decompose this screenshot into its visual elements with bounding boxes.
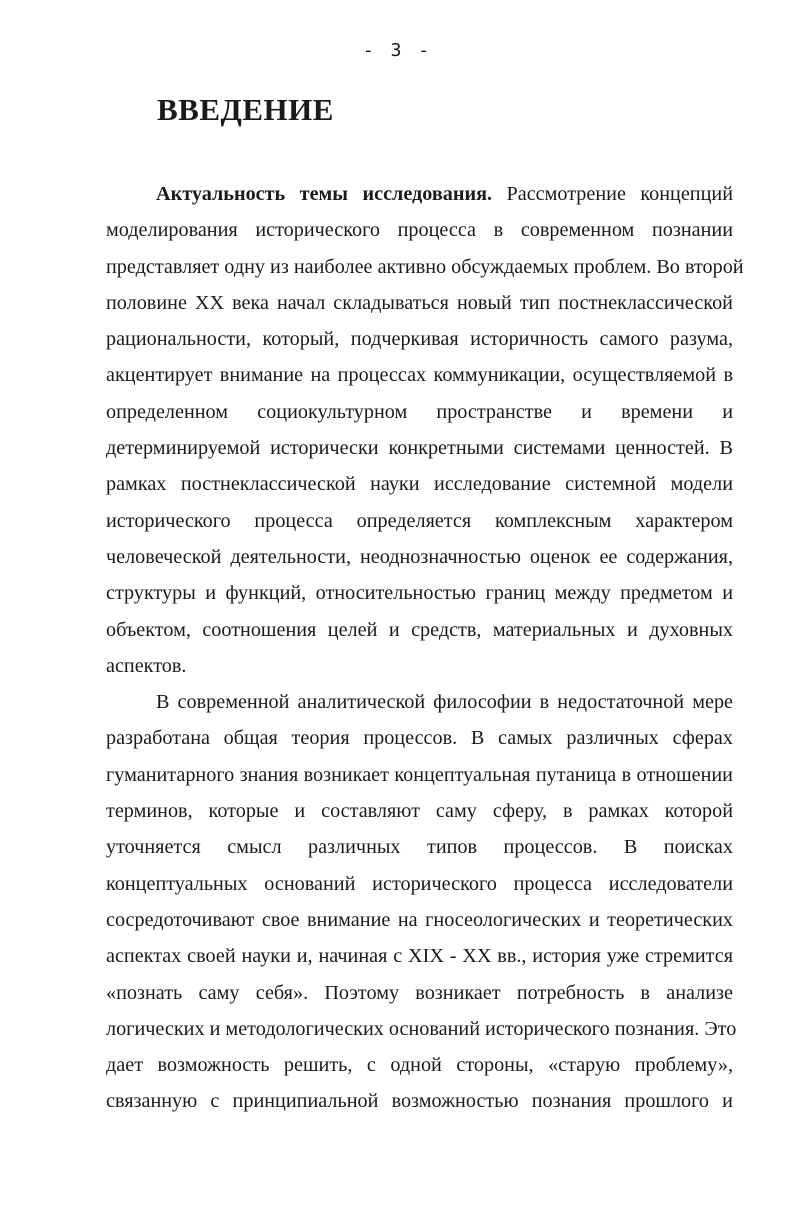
text-line: связанную с принципиальной возможностью познания прошлого и bbox=[106, 1090, 733, 1113]
text-line: сосредоточивают свое внимание на гносеологических и теоретических bbox=[106, 908, 733, 931]
text-line: гуманитарного знания возникает концептуальная путаница в отношении bbox=[106, 763, 733, 786]
text-line: представляет одну из наиболее активно обсуждаемых проблем. Во второй bbox=[106, 255, 744, 278]
paragraph-relevance bbox=[106, 176, 744, 684]
text-line: дает возможность решить, с одной стороны, «старую проблему», bbox=[106, 1054, 733, 1077]
text-line: концептуальных оснований исторического процесса исследователи bbox=[106, 872, 733, 895]
text-line: логических и методологических оснований исторического познания. Это bbox=[106, 1017, 737, 1040]
text-line: акцентирует внимание на процессах коммуникации, осуществляемой в bbox=[106, 364, 733, 387]
text-line: человеческой деятельности, неоднозначностью оценок ее содержания, bbox=[106, 545, 733, 568]
text-line: моделирования исторического процесса в современном познании bbox=[106, 219, 733, 242]
document-body bbox=[106, 176, 744, 1120]
text-line: аспектах своей науки и, начиная с XIX - XX вв., история уже стремится bbox=[106, 945, 733, 968]
text-line: исторического процесса определяется комплексным характером bbox=[106, 509, 733, 532]
text-line: половине XX века начал складываться новый тип постнеклассической bbox=[106, 291, 733, 314]
page-title: ВВЕДЕНИЕ bbox=[157, 92, 334, 127]
text-line: определенном социокультурном пространстве и времени и bbox=[106, 400, 733, 423]
text-line: разработана общая теория процессов. В самых различных сферах bbox=[106, 727, 733, 750]
text-line: аспектов. bbox=[106, 654, 187, 677]
text-line: В современной аналитической философии в недостаточной мере bbox=[156, 691, 733, 714]
text-line: терминов, которые и составляют саму сферу, в рамках которой bbox=[106, 800, 733, 823]
relevance-lead: Актуальность темы исследования. bbox=[156, 183, 493, 205]
page-number: - 3 - bbox=[362, 40, 433, 61]
text-line: рациональности, который, подчеркивая историчность самого разума, bbox=[106, 328, 733, 351]
text-line: структуры и функций, относительностью границ между предметом и bbox=[106, 582, 733, 605]
text-line: «познать саму себя». Поэтому возникает потребность в анализе bbox=[106, 981, 733, 1004]
text-line bbox=[106, 176, 733, 212]
text-line: объектом, соотношения целей и средств, материальных и духовных bbox=[106, 618, 733, 641]
text-line-content: Рассмотрение концепций bbox=[492, 183, 734, 205]
text-line: уточняется смысл различных типов процессов. В поисках bbox=[106, 836, 733, 859]
text-line: рамках постнеклассической науки исследование системной модели bbox=[106, 473, 733, 496]
paragraph-process-theory bbox=[106, 684, 737, 1120]
text-line: детерминируемой исторически конкретными системами ценностей. В bbox=[106, 437, 733, 460]
